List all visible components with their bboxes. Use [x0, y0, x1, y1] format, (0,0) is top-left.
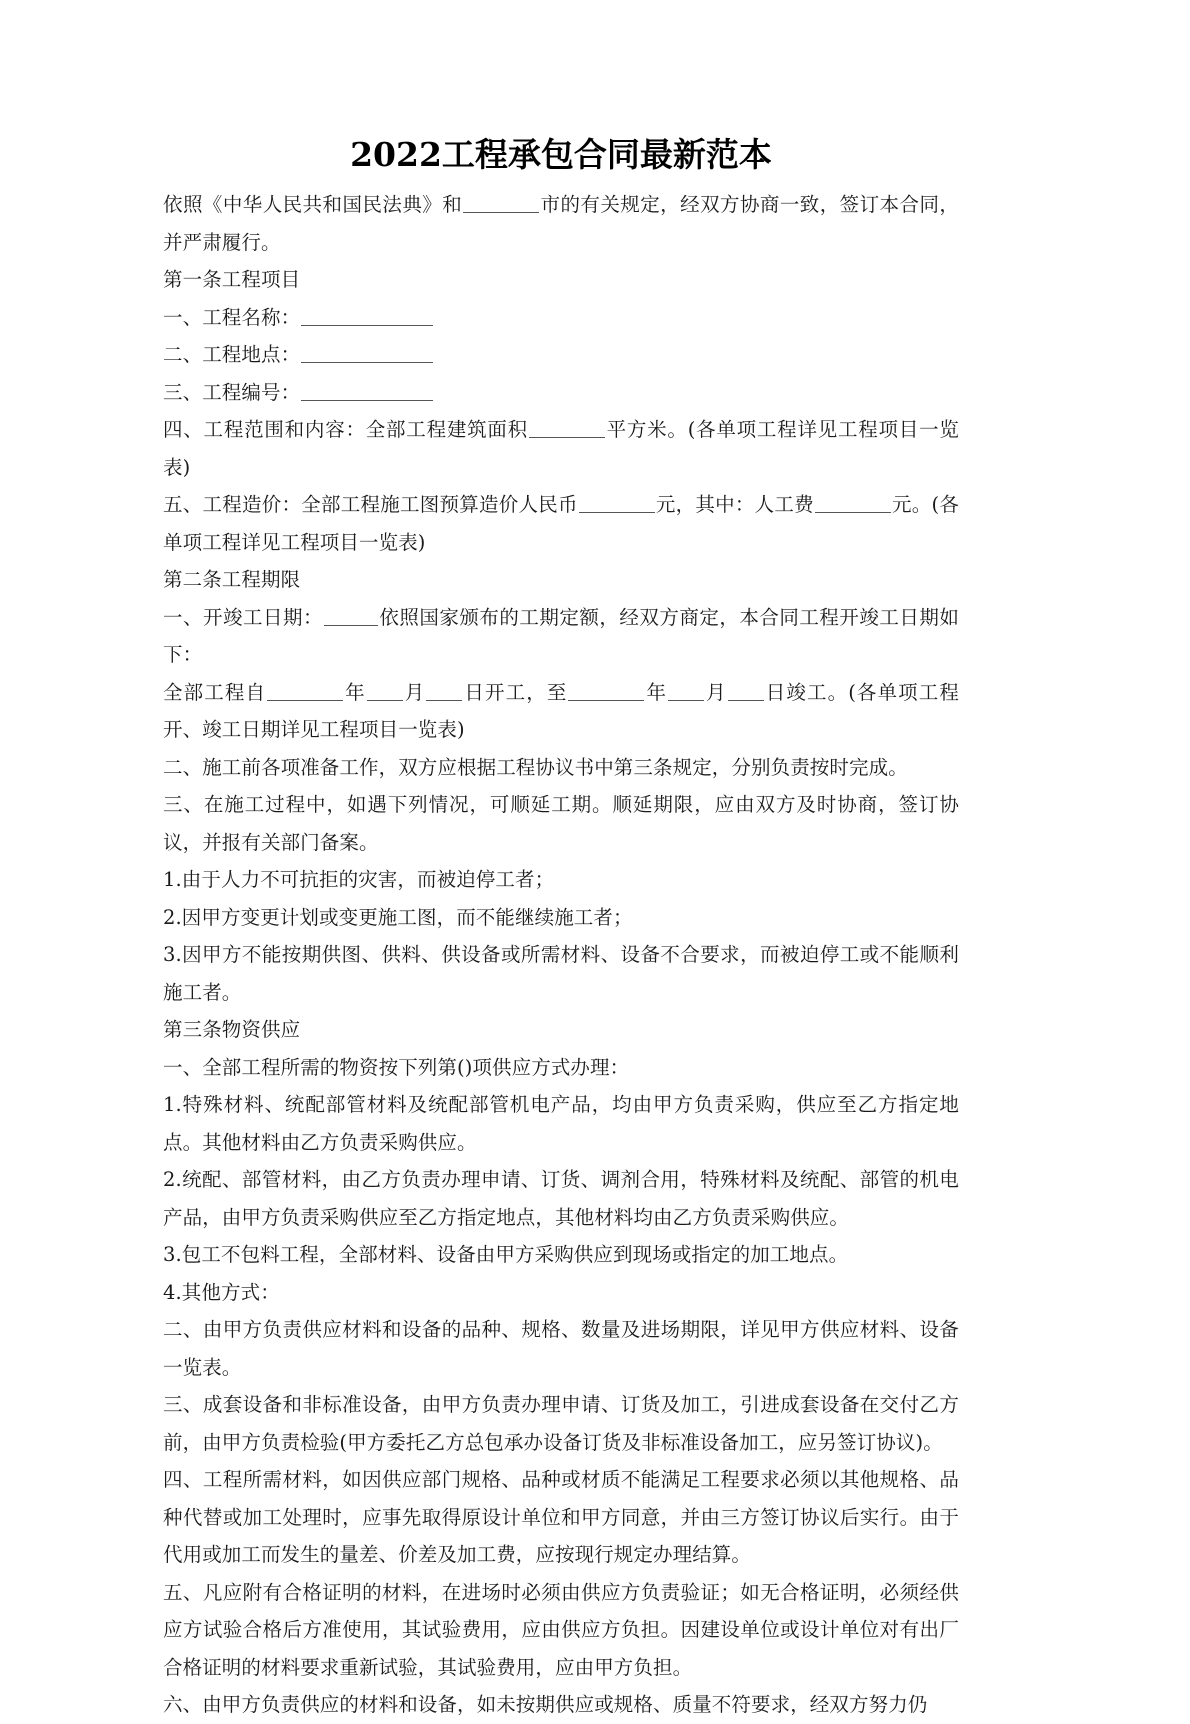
fill-in-blank[interactable] [301, 344, 433, 364]
paragraph-item-2-3-2 [163, 899, 959, 937]
paragraph-item-2-3-1 [163, 861, 959, 899]
paragraph-article-1-heading [163, 261, 959, 299]
paragraph-item-3-5 [163, 1574, 959, 1687]
fill-in-blank[interactable] [463, 194, 539, 214]
paragraph-text: 日竣工。(各单项工程开、竣工日期详见工程项目一览表) [163, 680, 959, 741]
paragraph-text: 元，其中：人工费 [655, 493, 814, 516]
paragraph-text: 月 [403, 680, 426, 704]
paragraph-text: 一、全部工程所需的物资按下列第()项供应方式办理： [163, 1055, 630, 1079]
paragraph-text: 2.因甲方变更计划或变更施工图，而不能继续施工者； [163, 905, 633, 929]
paragraph-text: 四、工程范围和内容：全部工程建筑面积 [163, 418, 528, 441]
paragraph-text: 依照《中华人民共和国民法典》和 [163, 193, 463, 216]
paragraph-item-3-4 [163, 1461, 959, 1574]
paragraph-text: 月 [705, 680, 727, 704]
paragraph-text: 第三条物资供应 [163, 1018, 301, 1041]
paragraph-item-2-2 [163, 749, 959, 787]
paragraph-text: 3.因甲方不能按期供图、供料、供设备或所需材料、设备不合要求，而被迫停工或不能顺利施工者。 [163, 943, 959, 1004]
paragraph-text: 第二条工程期限 [163, 568, 301, 591]
fill-in-blank[interactable] [728, 681, 764, 701]
fill-in-blank[interactable] [426, 681, 462, 701]
paragraph-item-1-5 [163, 486, 959, 561]
fill-in-blank[interactable] [568, 681, 644, 701]
fill-in-blank[interactable] [267, 681, 343, 701]
paragraph-item-1-4 [163, 411, 959, 486]
document-paragraph-list [163, 186, 959, 1724]
paragraph-item-1-1 [163, 299, 959, 337]
paragraph-text: 日开工，至 [463, 680, 568, 704]
paragraph-item-1-3 [163, 374, 959, 412]
paragraph-item-3-1-3 [163, 1236, 959, 1274]
paragraph-text: 三、成套设备和非标准设备，由甲方负责办理申请、订货及加工，引进成套设备在交付乙方前，由甲方负责检验(甲方委托乙方总包承办设备订货及非标准设备加工，应另签订协议)。 [163, 1393, 959, 1454]
paragraph-item-3-1 [163, 1049, 959, 1087]
fill-in-blank[interactable] [324, 606, 378, 626]
paragraph-text: 第一条工程项目 [163, 268, 301, 291]
paragraph-text: 1.特殊材料、统配部管材料及统配部管机电产品，均由甲方负责采购，供应至乙方指定地点。其他材料由乙方负责采购供应。 [163, 1093, 959, 1154]
paragraph-item-2-3-3 [163, 936, 959, 1011]
paragraph-text: 五、凡应附有合格证明的材料，在进场时必须由供应方负责验证；如无合格证明，必须经供应方试验合格后方准使用，其试验费用，应由供应方负担。因建设单位或设计单位对有出厂合格证明的材料要求重新试验，其试验费用，应由甲方负担。 [163, 1580, 959, 1679]
paragraph-intro [163, 186, 959, 261]
page-title: 2022工程承包合同最新范本 [350, 135, 772, 174]
paragraph-text: 年 [344, 680, 366, 704]
paragraph-text: 元。(各单项工程详见工程项目一览表) [163, 493, 959, 554]
paragraph-text: 六、由甲方负责供应的材料和设备，如未按期供应或规格、质量不符要求，经双方努力仍 [163, 1693, 928, 1716]
paragraph-text: 依照国家颁布的工期定额，经双方商定，本合同工程开竣工日期如下： [163, 605, 959, 666]
paragraph-text: 4.其他方式： [163, 1280, 280, 1304]
fill-in-blank[interactable] [529, 419, 605, 439]
paragraph-text: 一、工程名称： [163, 305, 301, 329]
paragraph-item-3-6 [163, 1686, 959, 1724]
paragraph-text: 五、工程造价：全部工程施工图预算造价人民币 [163, 493, 578, 516]
fill-in-blank[interactable] [668, 681, 704, 701]
paragraph-text: 二、由甲方负责供应材料和设备的品种、规格、数量及进场期限，详见甲方供应材料、设备一览表。 [163, 1318, 959, 1379]
paragraph-item-3-3 [163, 1386, 959, 1461]
paragraph-text: 二、工程地点： [163, 343, 301, 366]
fill-in-blank[interactable] [815, 494, 891, 514]
paragraph-item-3-1-4 [163, 1274, 959, 1312]
paragraph-text: 平方米。(各单项工程详见工程项目一览表) [163, 418, 959, 479]
paragraph-text: 2.统配、部管材料，由乙方负责办理申请、订货、调剂合用，特殊材料及统配、部管的机电产品，由甲方负责采购供应至乙方指定地点，其他材料均由乙方负责采购供应。 [163, 1168, 959, 1229]
paragraph-item-2-3 [163, 786, 959, 861]
paragraph-text: 三、在施工过程中，如遇下列情况，可顺延工期。顺延期限，应由双方及时协商，签订协议，并报有关部门备案。 [163, 793, 959, 854]
paragraph-text: 四、工程所需材料，如因供应部门规格、品种或材质不能满足工程要求必须以其他规格、品种代替或加工处理时，应事先取得原设计单位和甲方同意，并由三方签订协议后实行。由于代用或加工而发生的量差、价差及加工费，应按现行规定办理结算。 [163, 1468, 959, 1566]
paragraph-item-2-1-detail [163, 674, 959, 749]
paragraph-item-1-2 [163, 336, 959, 374]
fill-in-blank[interactable] [301, 306, 433, 326]
paragraph-text: 市的有关规定，经双方协商一致，签订本合同，并严肃履行。 [163, 193, 959, 254]
fill-in-blank[interactable] [301, 381, 433, 401]
fill-in-blank[interactable] [579, 494, 655, 514]
paragraph-text: 3.包工不包料工程，全部材料、设备由甲方采购供应到现场或指定的加工地点。 [163, 1243, 849, 1266]
paragraph-item-3-1-1 [163, 1086, 959, 1161]
paragraph-text: 1.由于人力不可抗拒的灾害，而被迫停工者； [163, 868, 555, 891]
paragraph-text: 全部工程自 [163, 680, 267, 704]
fill-in-blank[interactable] [367, 681, 403, 701]
paragraph-text: 二、施工前各项准备工作，双方应根据工程协议书中第三条规定，分别负责按时完成。 [163, 755, 908, 779]
paragraph-text: 年 [645, 680, 668, 704]
paragraph-article-3-heading [163, 1011, 959, 1049]
paragraph-text: 一、开竣工日期： [163, 605, 323, 629]
paragraph-item-2-1 [163, 599, 959, 674]
paragraph-article-2-heading [163, 561, 959, 599]
paragraph-text: 三、工程编号： [163, 380, 301, 404]
paragraph-item-3-1-2 [163, 1161, 959, 1236]
document-body [163, 132, 959, 1724]
paragraph-item-3-2 [163, 1311, 959, 1386]
